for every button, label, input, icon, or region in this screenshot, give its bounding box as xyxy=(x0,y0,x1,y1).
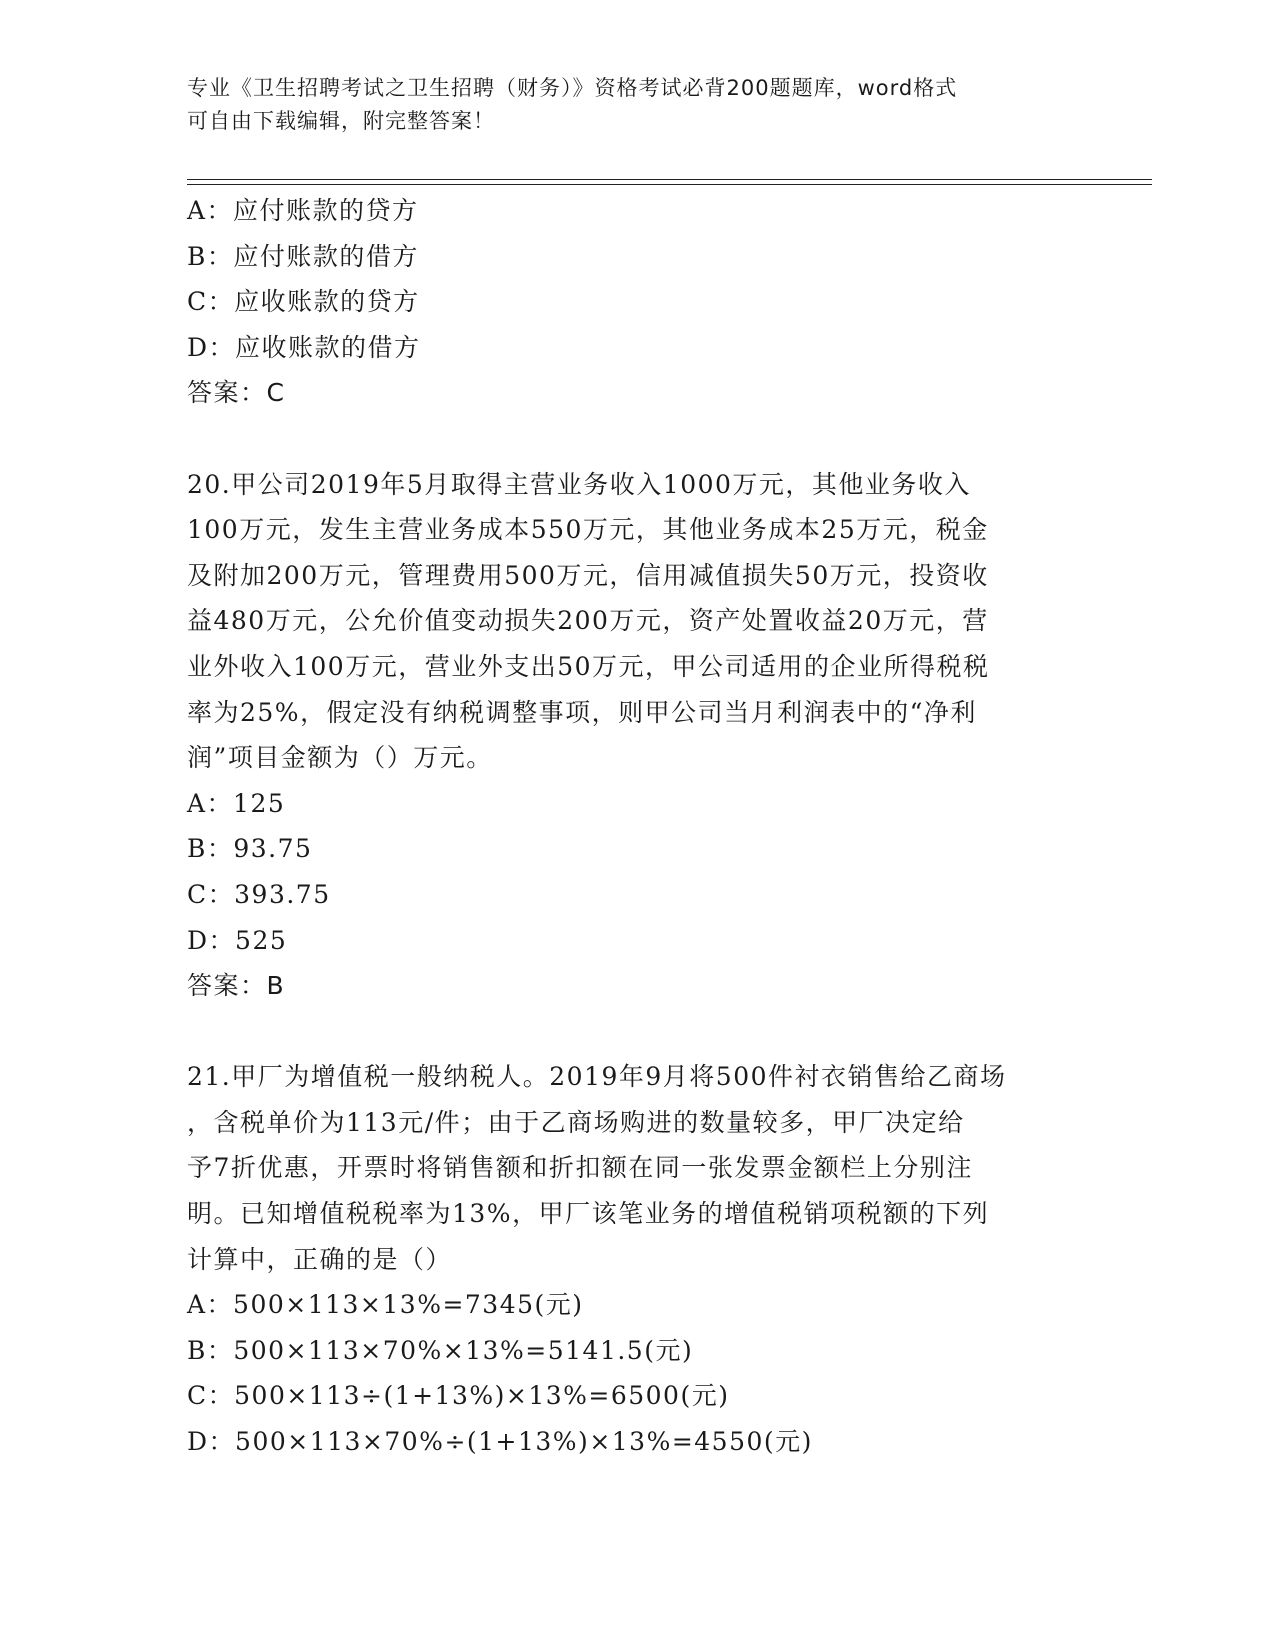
question-20-line: 及附加200万元，管理费用500万元，信用减值损失50万元，投资收 xyxy=(187,560,989,590)
question-20-line: 业外收入100万元，营业外支出50万元，甲公司适用的企业所得税税 xyxy=(187,651,990,681)
document-header xyxy=(187,72,1067,138)
question-20-line: 100万元，发生主营业务成本550万元，其他业务成本25万元，税金 xyxy=(187,515,989,545)
question-21-options xyxy=(187,1282,1087,1464)
header-line-1: 专业《卫生招聘考试之卫生招聘（财务）》资格考试必背200题题库，word格式 xyxy=(187,76,958,100)
question-21-line: 予7折优惠，开票时将销售额和折扣额在同一张发票金额栏上分别注 xyxy=(187,1153,973,1183)
question-20-line: 润”项目金额为（）万元。 xyxy=(187,743,493,773)
option-a: A：125 xyxy=(187,788,286,818)
option-d: D：500×113×70%÷(1+13%)×13%=4550(元) xyxy=(187,1427,813,1457)
option-c: C：500×113÷(1+13%)×13%=6500(元) xyxy=(187,1381,730,1411)
header-rule-top xyxy=(187,179,1152,180)
question-19-options xyxy=(187,188,1087,370)
option-c: C：393.75 xyxy=(187,879,331,909)
option-b: B：应付账款的借方 xyxy=(187,241,419,271)
spacer xyxy=(187,416,1087,462)
option-a: A：应付账款的贷方 xyxy=(187,196,419,225)
question-21-line: ，含税单价为113元/件；由于乙商场购进的数量较多，甲厂决定给 xyxy=(187,1107,965,1137)
question-20-line: 20.甲公司2019年5月取得主营业务收入1000万元，其他业务收入 xyxy=(187,469,971,499)
question-19-answer: 答案：C xyxy=(187,378,286,408)
question-21 xyxy=(187,1054,1087,1464)
question-21-text xyxy=(187,1054,1087,1282)
question-20 xyxy=(187,462,1087,1009)
document-body xyxy=(187,188,1087,1465)
option-d: D：525 xyxy=(187,925,288,955)
question-20-text xyxy=(187,462,1087,781)
question-20-answer: 答案：B xyxy=(187,971,286,1001)
question-21-line: 21.甲厂为增值税一般纳税人。2019年9月将500件衬衣销售给乙商场 xyxy=(187,1062,1007,1092)
question-20-options xyxy=(187,781,1087,963)
header-line-2: 可自由下载编辑，附完整答案！ xyxy=(187,109,495,133)
header-rule-bottom xyxy=(187,184,1152,185)
question-21-line: 明。已知增值税税率为13%，甲厂该笔业务的增值税销项税额的下列 xyxy=(187,1199,990,1229)
question-20-line: 率为25%，假定没有纳税调整事项，则甲公司当月利润表中的“净利 xyxy=(187,697,977,727)
option-b: B：93.75 xyxy=(187,834,313,864)
spacer xyxy=(187,1009,1087,1055)
option-b: B：500×113×70%×13%=5141.5(元) xyxy=(187,1335,694,1365)
option-c: C：应收账款的贷方 xyxy=(187,287,420,317)
question-21-line: 计算中，正确的是（） xyxy=(187,1244,453,1274)
option-d: D：应收账款的借方 xyxy=(187,332,421,362)
option-a: A：500×113×13%=7345(元) xyxy=(187,1290,584,1320)
question-20-line: 益480万元，公允价值变动损失200万元，资产处置收益20万元，营 xyxy=(187,606,989,636)
